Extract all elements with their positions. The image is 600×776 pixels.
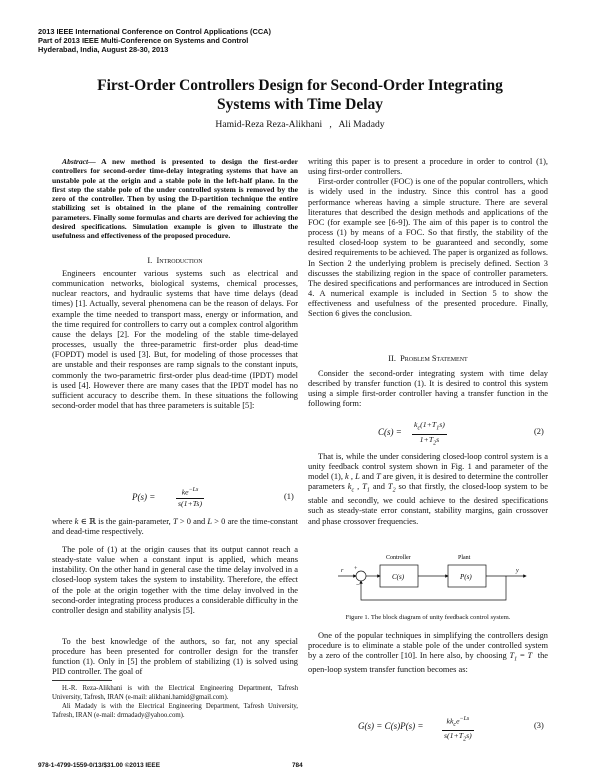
plant-label: Plant xyxy=(458,555,471,561)
header-line-1: 2013 IEEE International Conference on Control Applications (CCA) xyxy=(38,27,271,36)
eq2-number: (2) xyxy=(534,427,544,436)
authors: Hamid-Reza Reza-Alikhani , Ali Madady xyxy=(215,119,385,130)
eq3-numerator: $kk_ce^{-Ls}$ xyxy=(442,714,474,731)
isbn-footer: 978-1-4799-1559-0/13/$31.00 ©2013 IEEE xyxy=(38,762,160,769)
eq3-number: (3) xyxy=(534,721,544,730)
abstract-lead: Abstract— xyxy=(62,157,96,166)
summing-junction xyxy=(356,571,366,581)
abstract xyxy=(52,157,298,241)
intro-text-1: Engineers encounter various systems such as electrical and communication networks, biological systems, chemical processes, nuclear reactors, and hydraulic systems that have time delays (dead times) [1]. Actually, several phenomena can be the reason of delays. For example the time needed to transport mass, energy or information, and the time required for controllers to carry out a complex control algorithm cause the delays [2]. For the modeling of the stable time-delayed processes, usually the three-parametric first-order plus dead-time (FOPDT) model is used [3]. But, for modeling of those processes that are unstable and their responses are ramp signals to the constant inputs, commonly the two-parametric first-order plus dead-time (IPDT) model is used [4]. However there are many cases that the IPDT model has no sufficient accuracy to describe them. In these situations the following second-order model that has three parameters is suitable [5]: xyxy=(52,269,298,411)
title-line-1: First-Order Controllers Design for Second-Order Integrating xyxy=(97,77,503,94)
title-line-2: Systems with Time Delay xyxy=(216,96,384,113)
page-number: 784 xyxy=(292,762,303,769)
intro-paragraph-2 xyxy=(52,517,298,537)
section-heading-introduction xyxy=(52,256,298,266)
problem-paragraph-1 xyxy=(308,369,548,410)
eq2-fraction xyxy=(412,420,447,448)
intro-paragraph-1 xyxy=(52,269,298,411)
header-line-2: Part of 2013 IEEE Multi-Conference on Systems and Control xyxy=(38,36,249,45)
feedback-path xyxy=(361,576,506,600)
intro-text-2: where k ∈ ℝ is the gain-parameter, T > 0 and L > 0 are the time-constant and dead-time respectively. xyxy=(52,517,298,537)
problem-text-1: Consider the second-order integrating system with time delay described by transfer function (1). It is desired to control this system using a simple first-order controller having a transfer function in the following form: xyxy=(308,369,548,409)
conference-header xyxy=(38,27,271,54)
footnote-text-1: H.-R. Reza-Alikhani is with the Electrical Engineering Department, Tafresh University, Tafresh, IRAN (e-mail: alikhani.hamid@gmail.com). xyxy=(52,685,298,701)
equation-2 xyxy=(308,420,548,446)
plant-ps: P(s) xyxy=(460,573,472,581)
block-diagram xyxy=(336,550,536,610)
eq1-number: (1) xyxy=(284,492,294,501)
equation-3 xyxy=(308,714,548,743)
plus-sign: + xyxy=(354,566,358,572)
eq3-fraction xyxy=(442,714,474,745)
intro-paragraph-3 xyxy=(52,545,298,616)
intro-number: I. xyxy=(147,256,153,265)
footnote-2 xyxy=(52,703,298,720)
intro-text-3: The pole of (1) at the origin causes that its output cannot reach a steady-state value when a constant input is applied, which means instability. On the other hand in general case the time delay involved in a closed-loop system takes the system to instability. Therefore, the effect of the pole at the origin together with the time delay involved in the second-order integrating process produces a considerable difficulty in the controller design and stability analysis [5]. xyxy=(52,545,298,615)
problem-text-3: One of the popular techniques in simplifying the controllers design procedure is to eliminate a stable pole of the under controlled system by a zero of the controller [10]. In here also, by choosing $T_1 = T$ the open-loop system transfer function becomes as: xyxy=(308,631,549,675)
eq1-numerator: $ke^{-Ls}$ xyxy=(176,485,204,499)
figure-caption: Figure 1. The block diagram of unity feedback control system. xyxy=(345,614,511,621)
paper-title xyxy=(60,76,540,114)
controller-label: Controller xyxy=(386,555,411,561)
eq3-denominator: $s(1+T_2s)$ xyxy=(444,731,472,743)
eq1-lhs: P(s) = xyxy=(132,492,156,502)
problem-number: II. xyxy=(388,354,396,363)
footnote-1 xyxy=(52,685,298,702)
minus-sign: − xyxy=(356,581,360,589)
eq2-lhs: C(s) = xyxy=(378,427,402,437)
problem-title: Problem Statement xyxy=(400,354,468,363)
eq1-denominator: s(1+Ts) xyxy=(178,498,203,508)
equation-1 xyxy=(52,485,298,511)
footnote-divider xyxy=(52,680,112,681)
intro-paragraph-4 xyxy=(52,637,298,678)
right-text-2: First-order controller (FOC) is one of the popular controllers, which is widely used in the industry. Since this control has a good performance whereas having a simple structure. There are several literatures that described the design methods and applications of the FOC (for example see [6-9]). The aim of this paper is to control the process (1) by means of a FOC. So that firstly, the stability of the resulted closed-loop system to be guaranteed and secondly, some desired requirements to be achieved. The paper is organized as follows. In Section 2 the underlying problem is precisely defined. Section 3 discusses the stabilizing region in the space of controller parameters. The desired specifications and performances are introduced in Section 4. A numerical example is included in Section 5 to show the effectiveness and usefulness of the presented procedure. Finally, Section 6 gives the conclusion. xyxy=(308,177,548,319)
input-r-label: r xyxy=(341,568,344,574)
right-text-1: writing this paper is to present a procedure in order to control (1), using first-order controllers. xyxy=(308,157,548,177)
eq3-lhs: G(s) = C(s)P(s) = xyxy=(358,721,424,731)
eq2-denominator: $1+T_2s$ xyxy=(419,434,440,447)
problem-paragraph-2 xyxy=(308,452,548,527)
abstract-body: A new method is presented to design the first-order controllers for second-order time-delay integrating systems that have an unstable pole at the origin and a stable pole in the left-half plane. In the first step the stable pole of the under controlled system is removed by the zero of the controller. Then by using the D-partition technique the entire stabilizing set is obtained in the plane of the remaining controller parameters. Finally some formulas and charts are derived for achieving the desired specifications. Simulation example is given to illustrate the usefulness and effectiveness of the proposed procedure. xyxy=(52,157,298,241)
eq2-numerator: $k_c(1+T_1s)$ xyxy=(412,420,447,435)
section-heading-problem xyxy=(308,354,548,364)
problem-paragraph-3 xyxy=(308,631,548,675)
header-line-3: Hyderabad, India, August 28-30, 2013 xyxy=(38,45,169,54)
eq1-fraction xyxy=(176,485,204,509)
intro-continued xyxy=(308,157,548,320)
output-y-label: y xyxy=(516,568,519,574)
footnote-text-2: Ali Madady is with the Electrical Engineering Department, Tafresh University, Tafresh, IRAN (e-mail: drmadady@yahoo.com). xyxy=(52,703,298,719)
intro-title: Introduction xyxy=(156,256,203,265)
intro-text-4: To the best knowledge of the authors, so far, not any special procedure has been presented for controller design for the transfer function (1). Only in [5] the problem of stabilizing (1) is solved using PID controller. The goal of xyxy=(52,637,298,677)
problem-text-2: That is, while the under considering closed-loop control system is a unity feedback control system shown in Fig. 1 and parameter of the model (1), k , L and T are given, it is desired to determine the controller parameters $k_c$ , $T_1$ and $T_2$ so that firstly, the closed-loop system to be stable and secondly, we could achieve to the desired specifications such as steady-state error constant, stability margins, gain crossover and phase crossover frequencies. xyxy=(308,452,549,526)
controller-cs: C(s) xyxy=(392,573,405,581)
